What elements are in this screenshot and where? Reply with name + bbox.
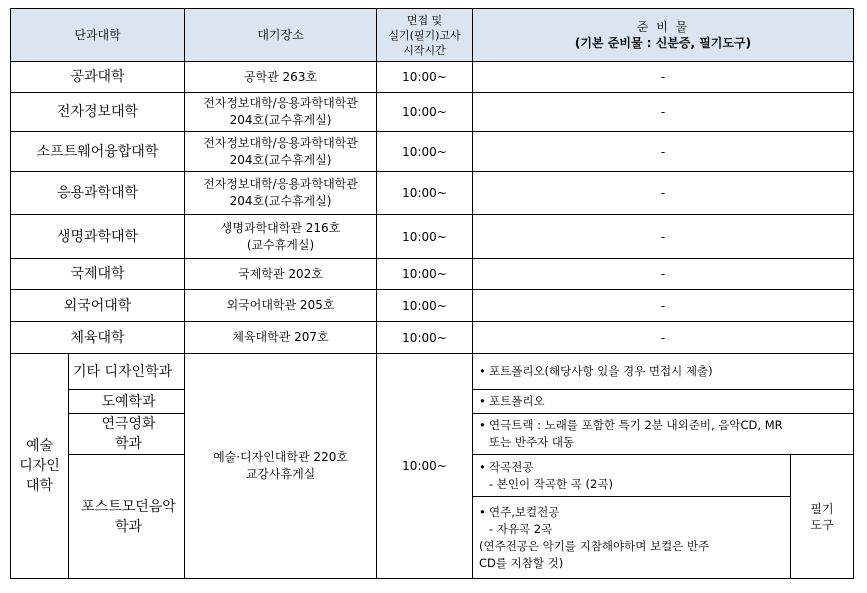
time-cell: 10:00~ [377,259,473,290]
header-materials: 준 비 물 (기본 준비물 : 신분증, 필기도구) [473,9,854,62]
materials-cell: - [473,259,854,290]
materials-cell: - [473,215,854,259]
table-row [11,132,854,172]
table-row [11,93,854,132]
place-cell: 체육대학관 207호 [185,322,377,354]
material-cell: • 연주,보컬전공 - 자유곡 2곡 (연주전공은 악기를 지참해야하며 보컬은 반주 CD를 지참할 것) [473,497,791,579]
time-cell: 10:00~ [377,322,473,354]
header-start-time: 면접 및 실기(필기)고사 시작시간 [377,9,473,62]
material-cell: • 작곡전공 - 본인이 작곡한 곡 (2곡) [473,455,791,497]
college-cell: 응용과학대학 [11,172,185,215]
materials-cell: - [473,62,854,93]
art-time-cell: 10:00~ [377,354,473,579]
time-cell: 10:00~ [377,172,473,215]
time-cell: 10:00~ [377,215,473,259]
art-college-cell: 예술 디자인 대학 [11,354,69,579]
header-waiting-place: 대기장소 [185,9,377,62]
place-cell: 생명과학대학관 216호 (교수휴게실) [185,215,377,259]
place-cell: 외국어대학관 205호 [185,290,377,322]
materials-cell: - [473,93,854,132]
materials-cell: - [473,132,854,172]
material-cell: • 포트폴리오 [473,390,854,414]
college-cell: 소프트웨어융합대학 [11,132,185,172]
table-row [11,290,854,322]
place-cell: 전자정보대학/응용과학대학관 204호(교수휴게실) [185,132,377,172]
material-cell: • 포트폴리오(해당사항 있을 경우 면접시 제출) [473,354,854,390]
college-cell: 전자정보대학 [11,93,185,132]
place-cell: 국제학관 202호 [185,259,377,290]
table-row [11,172,854,215]
materials-cell: - [473,322,854,354]
material-cell: • 연극트랙 : 노래를 포함한 특기 2분 내외준비, 음악CD, MR 또는 반주자 대동 [473,414,854,455]
time-cell: 10:00~ [377,290,473,322]
dept-cell: 연극영화 학과 [69,414,185,455]
table-row [11,215,854,259]
art-place-cell: 예술·디자인대학관 220호 교강사휴게실 [185,354,377,579]
place-cell: 전자정보대학/응용과학대학관 204호(교수휴게실) [185,172,377,215]
header-college: 단과대학 [11,9,185,62]
table-row [11,322,854,354]
extra-material-cell: 필기 도구 [791,455,854,579]
time-cell: 10:00~ [377,62,473,93]
college-cell: 체육대학 [11,322,185,354]
materials-cell: - [473,172,854,215]
dept-cell: 포스트모던음악 학과 [69,455,185,579]
place-cell: 공학관 263호 [185,62,377,93]
college-cell: 외국어대학 [11,290,185,322]
college-cell: 공과대학 [11,62,185,93]
table-row [11,62,854,93]
college-cell: 국제대학 [11,259,185,290]
exam-schedule-table [10,8,854,579]
materials-cell: - [473,290,854,322]
dept-cell: 기타 디자인학과 [69,354,185,390]
dept-cell: 도예학과 [69,390,185,414]
header-row [11,9,854,62]
place-cell: 전자정보대학/응용과학대학관 204호(교수휴게실) [185,93,377,132]
table-row [11,259,854,290]
college-cell: 생명과학대학 [11,215,185,259]
time-cell: 10:00~ [377,132,473,172]
time-cell: 10:00~ [377,93,473,132]
table-row [11,354,854,390]
